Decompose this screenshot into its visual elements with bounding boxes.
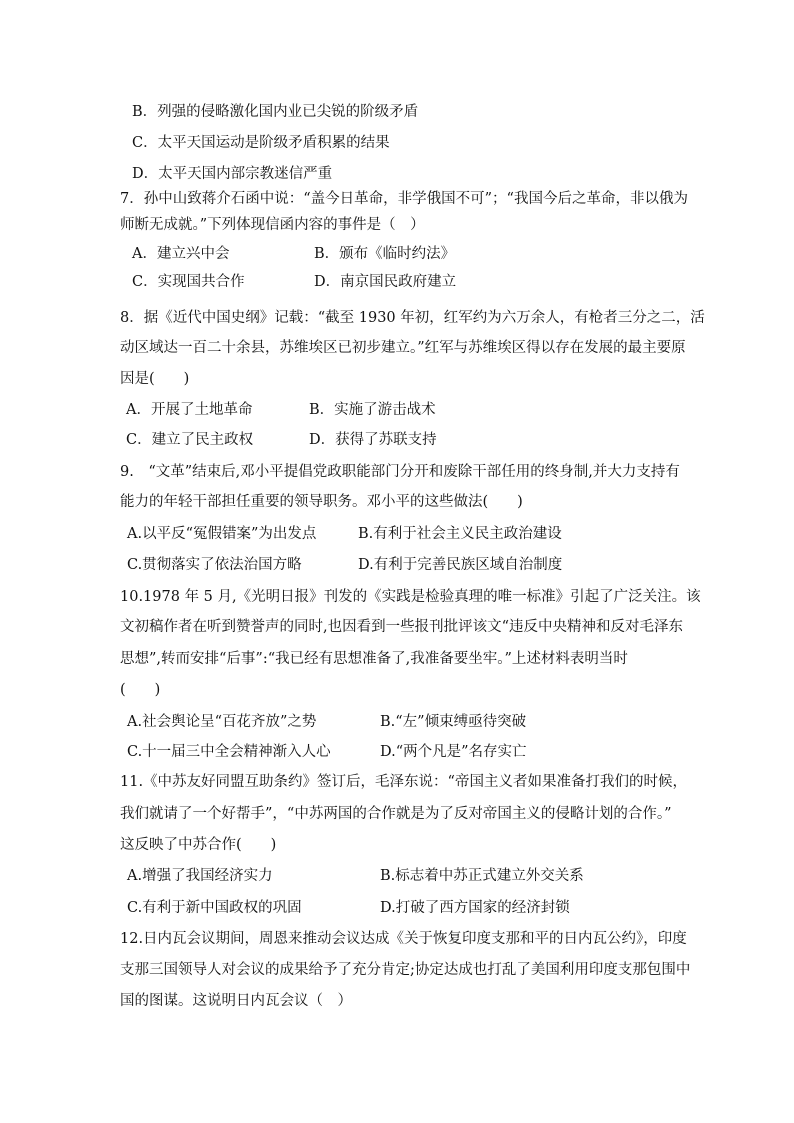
q6-option-c: C．太平天国运动是阶级矛盾积累的结果 xyxy=(132,135,390,151)
q9-option-c: C.贯彻落实了依法治国方略 xyxy=(127,557,302,573)
q11-option-c: C.有利于新中国政权的巩固 xyxy=(127,900,302,916)
q11-stem-line-1: 11.《中苏友好同盟互助条约》签订后，毛泽东说：“帝国主义者如果准备打我们的时候， xyxy=(120,774,687,790)
q9-option-d: D.有利于完善民族区域自治制度 xyxy=(358,557,563,573)
q9-option-b: B.有利于社会主义民主政治建设 xyxy=(358,526,562,542)
q9-stem-line-2: 能力的年轻干部担任重要的领导职务。邓小平的这些做法( ) xyxy=(120,494,523,510)
q9-option-a: A.以平反“冤假错案”为出发点 xyxy=(127,526,317,542)
q10-option-d: D.“两个凡是”名存实亡 xyxy=(380,744,527,760)
q10-option-a: A.社会舆论呈“百花齐放”之势 xyxy=(127,714,317,730)
q7-option-c: C．实现国共合作 xyxy=(132,274,245,290)
q8-option-d: D．获得了苏联支持 xyxy=(309,432,437,448)
q8-option-c: C．建立了民主政权 xyxy=(126,432,254,448)
q11-stem-line-3: 这反映了中苏合作( ) xyxy=(120,837,277,853)
q11-option-b: B.标志着中苏正式建立外交关系 xyxy=(380,868,584,884)
q11-stem-line-2: 我们就请了一个好帮手”，“中苏两国的合作就是为了反对帝国主义的侵略计划的合作。” xyxy=(120,806,672,822)
q10-option-b: B.“左”倾束缚亟待突破 xyxy=(380,714,527,730)
q8-option-b: B．实施了游击战术 xyxy=(309,402,436,418)
q10-stem-line-4: ( ) xyxy=(120,682,161,698)
q7-stem-line-2: 师断无成就。”下列体现信函内容的事件是（ ） xyxy=(120,217,425,233)
q7-option-a: A．建立兴中会 xyxy=(132,246,230,262)
q6-option-d: D．太平天国内部宗教迷信严重 xyxy=(132,166,333,182)
q11-option-d: D.打破了西方国家的经济封锁 xyxy=(380,900,570,916)
q7-option-b: B．颁布《临时约法》 xyxy=(314,246,456,262)
q8-stem-line-2: 动区域达一百二十余县，苏维埃区已初步建立。”红军与苏维埃区得以存在发展的最主要原 xyxy=(120,340,686,356)
q10-stem-line-3: 思想”,转而安排“后事”:“我已经有思想准备了,我准备要坐牢。”上述材料表明当时 xyxy=(120,651,628,667)
q9-stem-line-1: 9. “文革”结束后,邓小平提倡党政职能部门分开和废除干部任用的终身制,并大力支持有 xyxy=(120,464,680,480)
q7-option-d: D．南京国民政府建立 xyxy=(314,274,457,290)
q8-stem-line-3: 因是( ) xyxy=(120,371,190,387)
q8-option-a: A．开展了土地革命 xyxy=(126,402,253,418)
q8-stem-line-1: 8．据《近代中国史纲》记载：“截至 1930 年初，红军约为六万余人，有枪者三分之二，活 xyxy=(120,310,705,326)
q11-option-a: A.增强了我国经济实力 xyxy=(127,868,273,884)
q12-stem-line-2: 支那三国领导人对会议的成果给予了充分肯定;协定达成也打乱了美国利用印度支那包围中 xyxy=(120,962,691,978)
q10-option-c: C.十一届三中全会精神渐入人心 xyxy=(127,744,331,760)
q12-stem-line-1: 12.日内瓦会议期间，周恩来推动会议达成《关于恢复印度支那和平的日内瓦公约》，印度 xyxy=(120,931,687,947)
q6-option-b: B．列强的侵略激化国内业已尖锐的阶级矛盾 xyxy=(132,104,419,120)
q7-stem-line-1: 7．孙中山致蒋介石函中说：“盖今日革命，非学俄国不可”；“我国今后之革命，非以俄为 xyxy=(120,191,688,207)
q10-stem-line-1: 10.1978 年 5 月,《光明日报》刊发的《实践是检验真理的唯一标准》引起了广泛关注。该 xyxy=(120,589,701,605)
q12-stem-line-3: 国的图谋。这说明日内瓦会议（ ） xyxy=(120,993,352,1009)
q10-stem-line-2: 文初稿作者在听到赞誉声的同时,也因看到一些报刊批评该文“违反中央精神和反对毛泽东 xyxy=(120,619,684,635)
